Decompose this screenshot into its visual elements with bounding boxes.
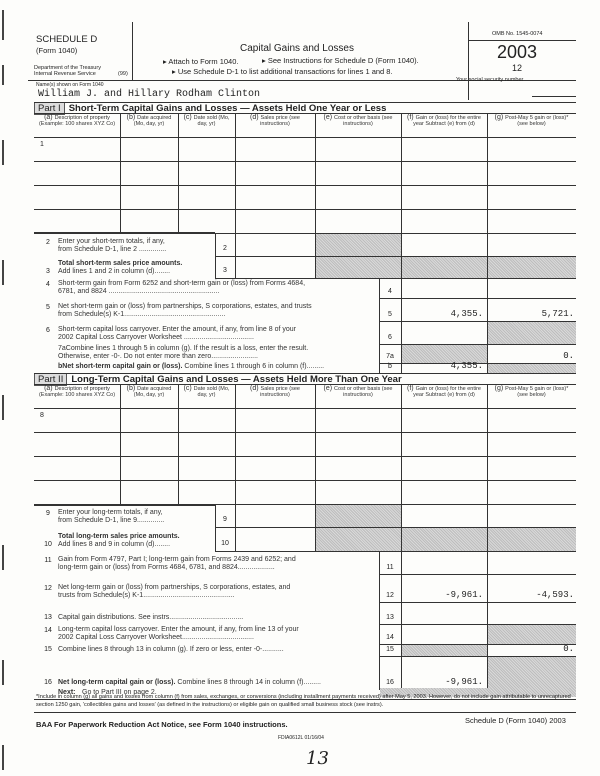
- line-description: [58, 556, 296, 572]
- instruction-attach: ▸ Attach to Form 1040.: [163, 57, 239, 66]
- taxpayer-names: William J. and Hillary Rodham Clinton: [38, 89, 261, 100]
- rule: [401, 504, 402, 527]
- column-g-value: -4,593.: [536, 590, 574, 600]
- line-description: [58, 345, 308, 361]
- line-description: [58, 238, 166, 254]
- scan-mark: [2, 260, 4, 285]
- rule: [487, 551, 488, 574]
- shaded-cell: [316, 528, 401, 551]
- line-box-number: 9: [223, 516, 227, 523]
- column-f-value: -9,961.: [445, 590, 483, 600]
- baa-notice: BAA For Paperwork Reduction Act Notice, see Form 1040 instructions.: [36, 720, 288, 729]
- line-box-number: 15: [386, 646, 394, 653]
- line-number: 12: [44, 585, 52, 592]
- column-header: (a) Description of property (Example: 100 shares XYZ Co): [38, 114, 116, 127]
- line-text: Enter your long-term totals, if any,: [58, 509, 163, 516]
- rule: [34, 209, 576, 210]
- line-box-number: 4: [388, 288, 392, 295]
- sequence: (99): [118, 71, 128, 77]
- ssn-label: Your social security number: [456, 77, 524, 83]
- schedule-title: SCHEDULE D: [36, 34, 98, 45]
- rule: [178, 384, 179, 504]
- line-bold-label: bNet short-term capital gain or (loss).: [58, 363, 183, 370]
- column-header: (f) Gain or (loss) for the entire year Subtract (e) from (d): [407, 114, 481, 127]
- column-f-value: -9,961.: [445, 677, 483, 687]
- line-box-number: 12: [386, 592, 394, 599]
- shaded-cell: [402, 528, 487, 551]
- line-box-number: 5: [388, 311, 392, 318]
- names-label: Name(s) shown on Form 1040: [36, 82, 104, 88]
- line-box-number: 16: [386, 679, 394, 686]
- line-description: [58, 260, 182, 276]
- column-header: (f) Gain or (loss) for the entire year Subtract (e) from (d): [407, 385, 481, 398]
- line-number: 13: [44, 614, 52, 621]
- line-description: [58, 509, 164, 525]
- scan-mark: [2, 545, 4, 570]
- line-text: Add lines 1 and 2 in column (d)........: [58, 268, 171, 275]
- column-header: (d) Sales price (see instructions): [250, 114, 300, 127]
- rule: [401, 233, 402, 256]
- irs: Internal Revenue Service: [34, 71, 96, 77]
- line-text: Gain from Form 4797, Part I; long-term gain from Forms 2439 and 6252; and: [58, 556, 296, 563]
- rule: [34, 161, 576, 162]
- line-box-number: b: [388, 363, 392, 370]
- line-bold-label: Total long-term sales price amounts.: [58, 533, 180, 540]
- part-label: Part II: [34, 373, 67, 386]
- scan-mark: [2, 660, 4, 685]
- line-box-number: 13: [386, 614, 394, 621]
- line-description: [58, 626, 299, 642]
- part-title: Short-Term Capital Gains and Losses — Assets Held One Year or Less: [68, 103, 387, 114]
- column-header: (e) Cost or other basis (see instructions): [323, 114, 393, 127]
- shaded-cell: [488, 257, 576, 278]
- rule: [487, 233, 488, 256]
- form-footer-id: Schedule D (Form 1040) 2003: [465, 716, 566, 725]
- rule: [315, 384, 316, 504]
- rule: [34, 432, 576, 433]
- shaded-cell: [402, 257, 487, 278]
- rule: [401, 113, 402, 233]
- rule: [487, 504, 488, 527]
- rule: [34, 480, 576, 481]
- line-box-number: 3: [223, 267, 227, 274]
- line-text: 2002 Capital Loss Carryover Worksheet.....................................: [58, 634, 254, 641]
- form-code: FDIA0612L 01/16/04: [278, 735, 324, 741]
- rule: [487, 113, 488, 233]
- shaded-cell: [488, 528, 576, 551]
- footnote: *Include in column (g) all gains and losses from column (f) from sales, exchanges, or conversions (including installment payments received) after May 5, 2003. However, do not include gain attributable to unrecaptured section 1250 gain, 'collectibles gains and losses' (as defined in the instructions) or eligible gain on qualified small business stock (see instrs).: [36, 694, 571, 708]
- rule: [34, 408, 576, 409]
- shaded-cell: [488, 364, 576, 373]
- rule: [487, 602, 488, 624]
- line-number: 1: [40, 141, 44, 148]
- handwritten-page-number: 13: [306, 748, 329, 769]
- line-description: [58, 303, 312, 319]
- line-text: Otherwise, enter -0-. Do not enter more than zero........................: [58, 353, 258, 360]
- line-number: 2: [46, 239, 50, 246]
- line-text: Capital gain distributions. See instrs......................................: [58, 614, 244, 621]
- rule: [487, 278, 488, 298]
- line-text: from Schedule D-1, line 2 ..............: [58, 246, 167, 253]
- line-text: Short-term gain from Form 6252 and short-term gain or (loss) from Forms 4684,: [58, 280, 306, 287]
- line-text: Add lines 8 and 9 in column (d)........: [58, 541, 171, 548]
- rule: [401, 602, 402, 624]
- department: Department of the Treasury: [34, 65, 101, 71]
- rule: [34, 373, 576, 374]
- column-header: (d) Sales price (see instructions): [250, 385, 300, 398]
- line-text: long-term gain or (loss) from Forms 4684, 6781, and 8824...................: [58, 564, 275, 571]
- rule: [34, 137, 576, 138]
- scan-mark: [2, 10, 4, 40]
- line-box-number: 6: [388, 334, 392, 341]
- part-title: Long-Term Capital Gains and Losses — Assets Held More Than One Year: [71, 374, 402, 385]
- part-label: Part I: [34, 102, 65, 115]
- column-header: (b) Date acquired (Mo, day, yr): [126, 114, 172, 127]
- rule: [401, 384, 402, 504]
- shaded-cell: [316, 505, 401, 527]
- tax-year: 2003: [497, 42, 538, 62]
- line-description: [58, 646, 284, 654]
- line-text: Enter your short-term totals, if any,: [58, 238, 165, 245]
- rule: [34, 505, 215, 506]
- line-bold-label: Net long-term capital gain or (loss).: [58, 679, 176, 686]
- line-description: [58, 679, 321, 687]
- line-description: [58, 584, 290, 600]
- next-step-text: Go to Part III on page 2.: [82, 689, 157, 696]
- line-text: Combine lines 8 through 13 in column (g). If zero or less, enter -0-...........: [58, 646, 284, 653]
- column-f-value: 4,355.: [450, 361, 483, 371]
- line-text: Net short-term gain or (loss) from partnerships, S corporations, estates, and trusts: [58, 303, 312, 310]
- line-number: 16: [44, 679, 52, 686]
- line-bold-label: Total short-term sales price amounts.: [58, 260, 183, 267]
- line-box-number: 11: [386, 564, 394, 571]
- shaded-cell: [488, 322, 576, 344]
- line-number: 15: [44, 646, 52, 653]
- rule: [235, 256, 236, 278]
- line-text: 2002 Capital Loss Carryover Worksheet ....................................: [58, 334, 254, 341]
- shaded-cell: [488, 625, 576, 644]
- shaded-cell: [488, 657, 576, 689]
- rule: [178, 113, 179, 233]
- line-text: from Schedule D-1, line 9..............: [58, 517, 165, 524]
- line-number: 14: [44, 627, 52, 634]
- line-text: Long-term capital loss carryover. Enter the amount, if any, from line 13 of your: [58, 626, 299, 633]
- line-number: 9: [46, 510, 50, 517]
- form-title: Capital Gains and Losses: [240, 43, 354, 54]
- column-header: (g) Post-May 5 gain or (loss)* (see below): [494, 385, 569, 398]
- line-number: 6: [46, 327, 50, 334]
- column-header: (c) Date sold (Mo, day, yr): [183, 114, 230, 127]
- line-number: 11: [44, 557, 52, 564]
- rule: [401, 624, 402, 644]
- column-g-value: 0.: [563, 644, 574, 654]
- rule: [34, 232, 215, 233]
- rule: [235, 527, 236, 551]
- rule: [120, 113, 121, 233]
- rule: [215, 527, 216, 551]
- line-number: 3: [46, 268, 50, 275]
- rule: [235, 504, 236, 527]
- rule: [235, 384, 236, 504]
- rule: [487, 384, 488, 504]
- line-description: [58, 326, 296, 342]
- scan-mark: [2, 65, 4, 85]
- scan-mark: [2, 745, 4, 770]
- shaded-cell: [316, 257, 401, 278]
- line-box-number: 14: [386, 634, 394, 641]
- line-box-number: 7a: [386, 353, 394, 360]
- line-number: 5: [46, 304, 50, 311]
- attachment-sequence: 12: [512, 63, 523, 73]
- line-number: 10: [44, 541, 52, 548]
- line-box-number: 2: [223, 245, 227, 252]
- line-description: [58, 614, 243, 622]
- line-text: 6781, and 8824 .........................................................: [58, 288, 220, 295]
- column-header: (g) Post-May 5 gain or (loss)* (see below): [494, 114, 569, 127]
- line-text: Short-term capital loss carryover. Enter the amount, if any, from line 8 of your: [58, 326, 296, 333]
- next-step-label: Next:: [58, 689, 76, 696]
- rule: [401, 278, 402, 298]
- column-header: (e) Cost or other basis (see instructions): [323, 385, 393, 398]
- line-text: 7aCombine lines 1 through 5 in column (g). If the result is a loss, enter the result.: [58, 345, 309, 352]
- rule: [120, 384, 121, 504]
- column-g-value: 5,721.: [541, 309, 574, 319]
- form-number: (Form 1040): [36, 46, 78, 55]
- rule: [235, 113, 236, 233]
- shaded-cell: [316, 234, 401, 256]
- scan-mark: [2, 395, 4, 420]
- rule: [401, 551, 402, 574]
- line-text: trusts from Schedule(s) K-1...............................................: [58, 592, 235, 599]
- omb-number: OMB No. 1545-0074: [492, 31, 543, 37]
- rule: [315, 113, 316, 233]
- line-text: Combine lines 8 through 14 in column (f).........: [175, 679, 321, 686]
- scan-mark: [2, 140, 4, 165]
- column-header: (b) Date acquired (Mo, day, yr): [126, 385, 172, 398]
- line-number: 8: [40, 412, 44, 419]
- instruction-d1: ▸ Use Schedule D-1 to list additional transactions for lines 1 and 8.: [172, 67, 393, 76]
- column-header: (c) Date sold (Mo, day, yr): [183, 385, 230, 398]
- line-text: Combine lines 1 through 6 in column (f).........: [182, 363, 325, 370]
- shaded-cell: [402, 645, 487, 656]
- line-number: 4: [46, 281, 50, 288]
- instruction-see: ▸ See Instructions for Schedule D (Form 1040).: [262, 56, 419, 65]
- line-description: [58, 363, 324, 371]
- rule: [34, 456, 576, 457]
- rule: [401, 321, 402, 344]
- line-text: Net long-term gain or (loss) from partnerships, S corporations, estates, and: [58, 584, 291, 591]
- line-text: from Schedule(s) K-1....................................................: [58, 311, 226, 318]
- column-f-value: 4,355.: [450, 309, 483, 319]
- column-g-value: 0.: [563, 351, 574, 361]
- line-description: [58, 533, 180, 549]
- rule: [235, 233, 236, 256]
- column-header: (a) Description of property (Example: 100 shares XYZ Co): [38, 385, 116, 398]
- rule: [34, 102, 576, 103]
- line-box-number: 10: [221, 540, 229, 547]
- rule: [34, 185, 576, 186]
- line-description: [58, 280, 305, 296]
